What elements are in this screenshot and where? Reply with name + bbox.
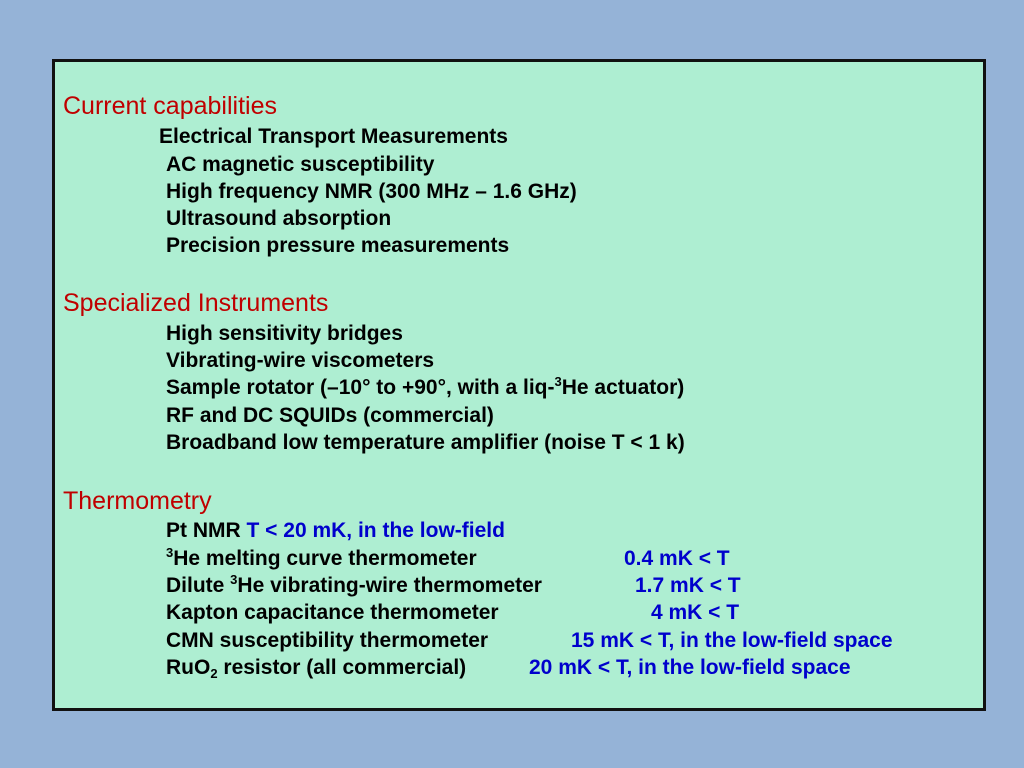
he-melting-value: 0.4 mK < T <box>624 547 730 570</box>
cmn-label: CMN susceptibility thermometer <box>166 629 489 652</box>
heading-specialized-instruments: Specialized Instruments <box>63 289 329 317</box>
ruo2-sub: 2 <box>210 666 218 681</box>
rotator-sup: 3 <box>554 374 562 389</box>
item-cmn <box>166 628 488 654</box>
item-high-frequency-nmr: High frequency NMR (300 MHz – 1.6 GHz) <box>166 180 577 203</box>
he-melting-label: He melting curve thermometer <box>173 547 477 570</box>
item-precision-pressure: Precision pressure measurements <box>166 234 510 257</box>
item-viscometers: Vibrating-wire viscometers <box>166 349 435 372</box>
item-kapton: Kapton capacitance thermometer <box>166 601 499 624</box>
item-ac-susceptibility: AC magnetic susceptibility <box>166 153 435 176</box>
ruo2-value: 20 mK < T, in the low-field space <box>529 656 851 679</box>
item-he-melting <box>166 546 477 572</box>
item-amplifier: Broadband low temperature amplifier (noise T < 1 k) <box>166 431 685 454</box>
he-melting-sup: 3 <box>166 545 174 560</box>
heading-current-capabilities: Current capabilities <box>63 92 277 120</box>
item-sensitivity-bridges: High sensitivity bridges <box>166 322 403 345</box>
content-panel <box>52 59 986 711</box>
ruo2-pre: RuO <box>166 656 211 679</box>
item-electrical-transport: Electrical Transport Measurements <box>159 125 508 148</box>
ruo2-label: resistor (all commercial) <box>217 656 467 679</box>
item-dilute-he <box>166 573 542 599</box>
dilute-label: He vibrating-wire thermometer <box>237 574 542 597</box>
rotator-text: Sample rotator (–10° to +90°, with a liq- <box>166 376 555 399</box>
pt-nmr-label: Pt NMR <box>166 519 241 542</box>
item-sample-rotator <box>166 375 684 401</box>
cmn-value: 15 mK < T, in the low-field space <box>571 629 893 652</box>
item-ultrasound: Ultrasound absorption <box>166 207 392 230</box>
heading-thermometry: Thermometry <box>63 487 212 515</box>
item-ruo2 <box>166 655 466 681</box>
dilute-pre: Dilute <box>166 574 231 597</box>
pt-nmr-value: T < 20 mK, in the low-field <box>246 519 505 542</box>
dilute-value: 1.7 mK < T <box>635 574 741 597</box>
kapton-value: 4 mK < T <box>651 601 740 624</box>
rotator-text-end: He actuator) <box>561 376 685 399</box>
item-squids: RF and DC SQUIDs (commercial) <box>166 404 494 427</box>
dilute-sup: 3 <box>230 572 238 587</box>
item-pt-nmr <box>166 518 505 544</box>
